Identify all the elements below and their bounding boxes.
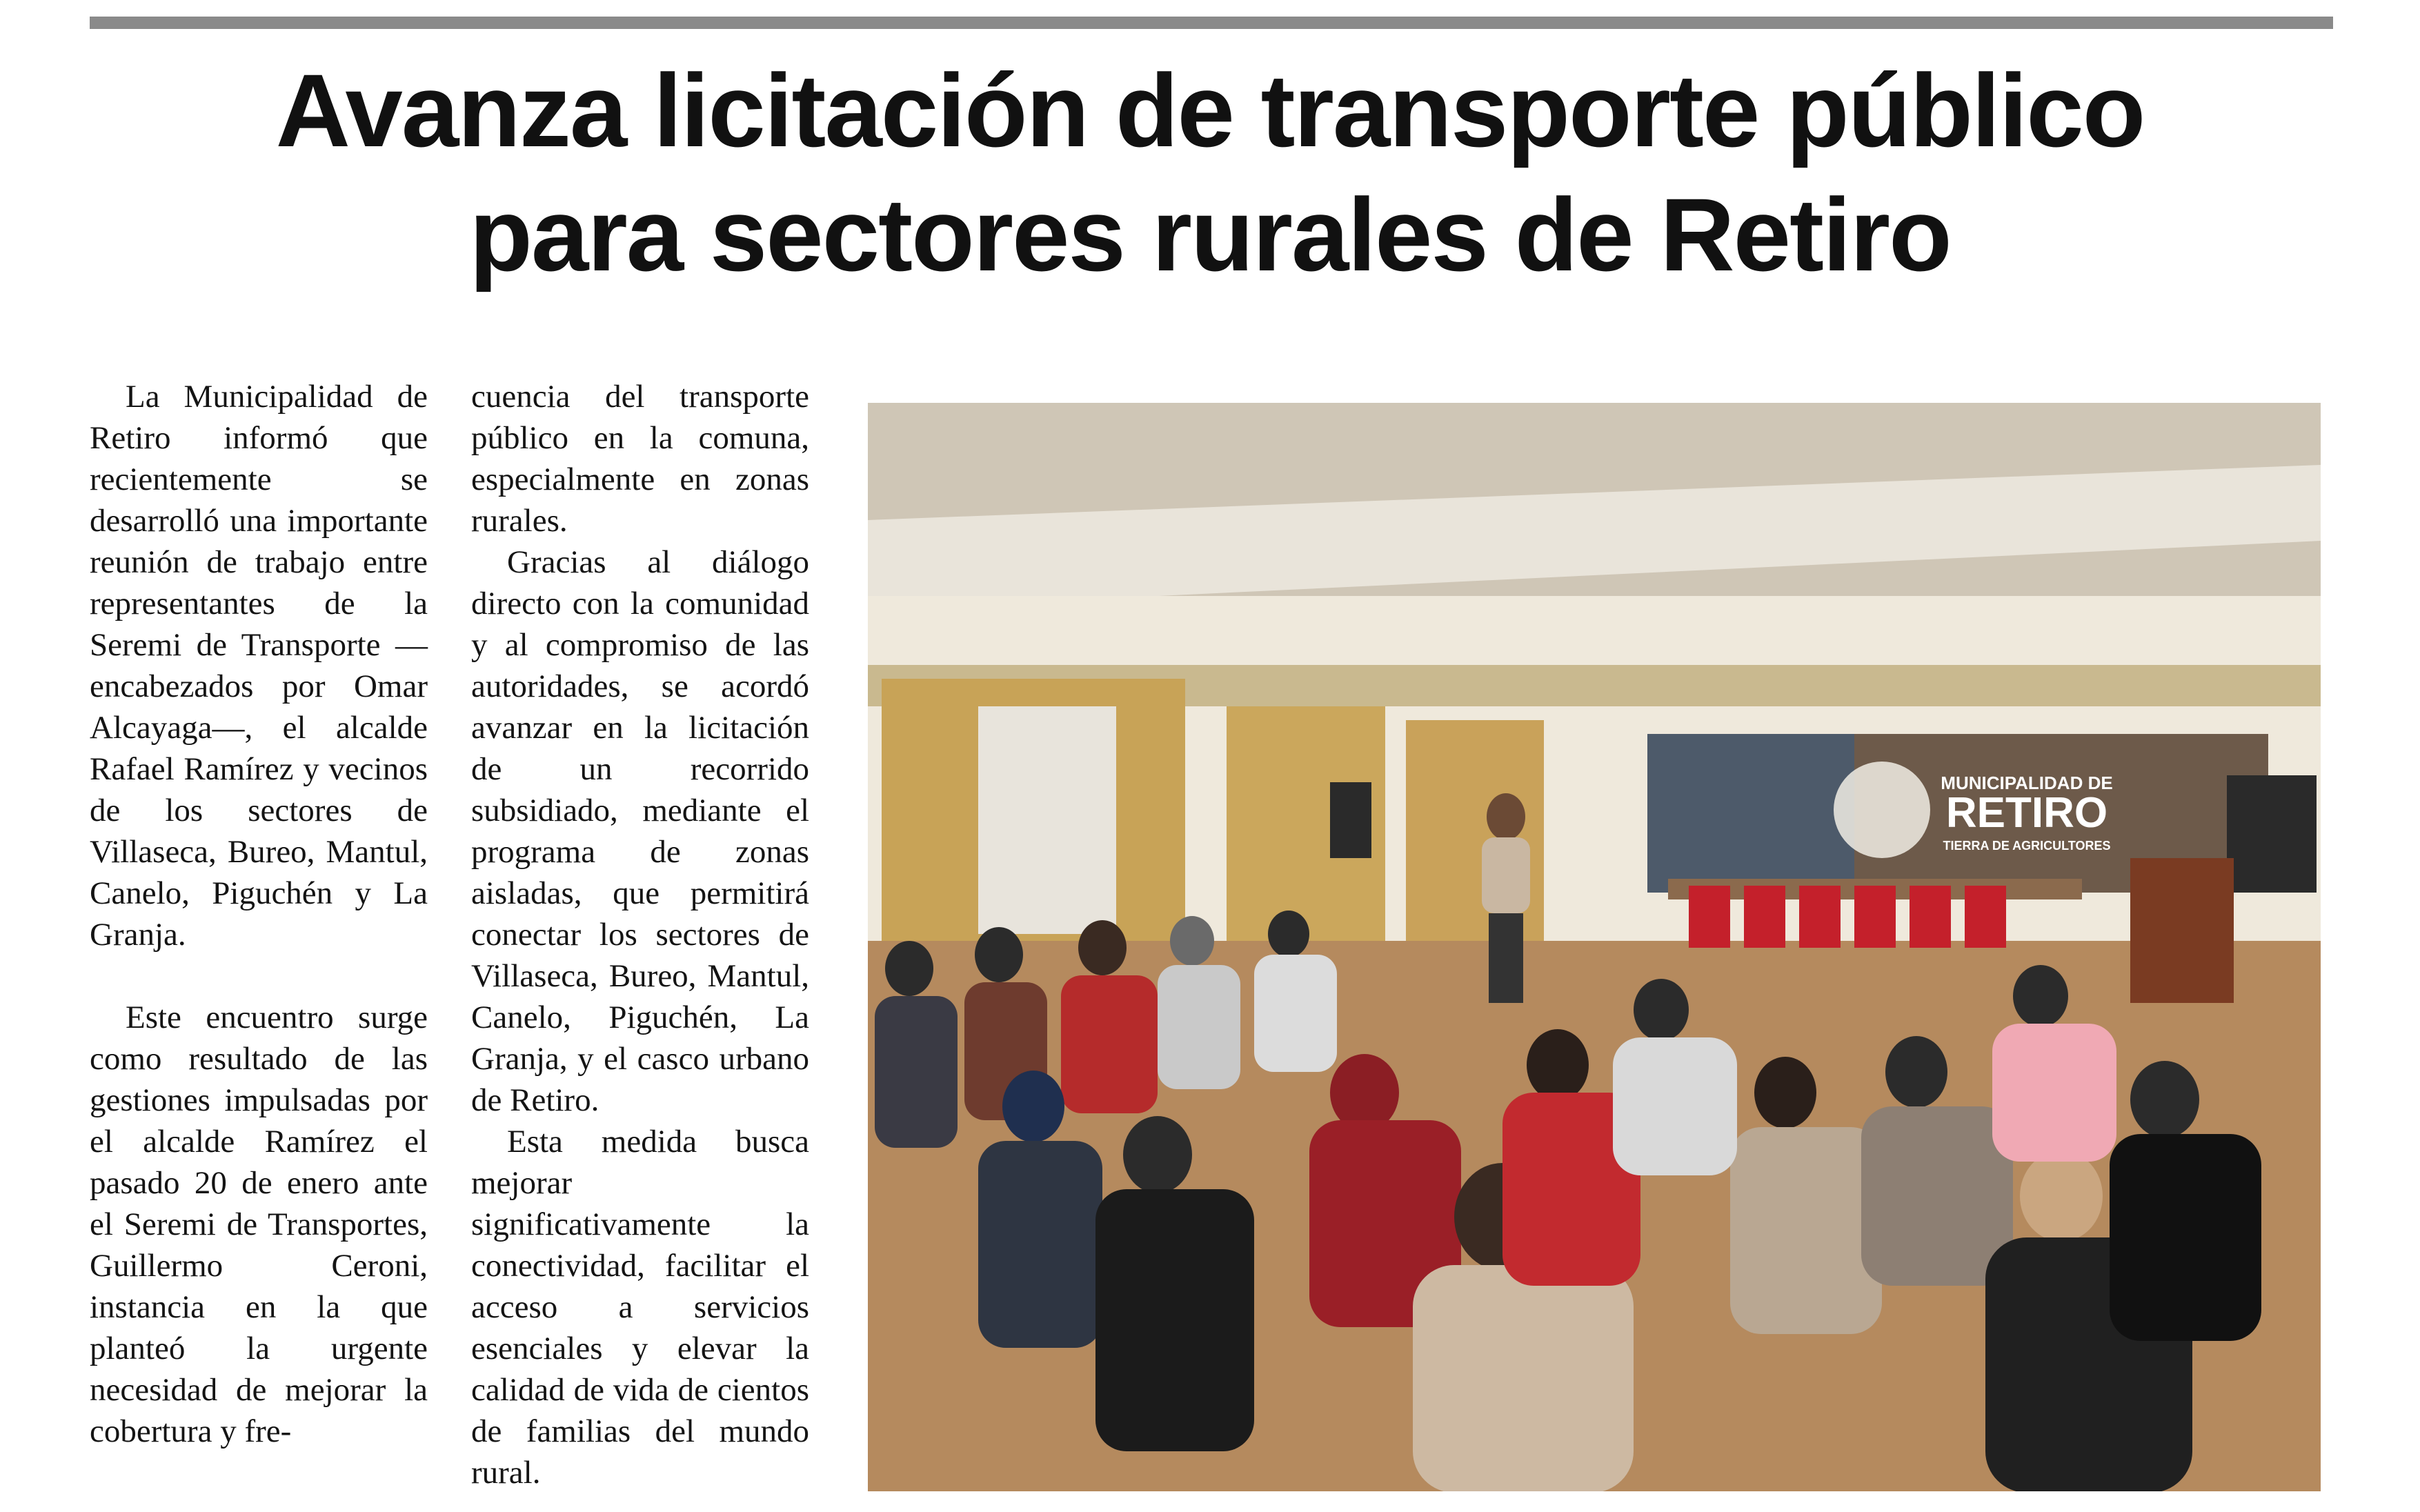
headline-line-2: para sectores rurales de Retiro <box>469 177 1951 292</box>
paragraph: La Municipalidad de Retiro informó que recientemente se desarrolló una importante reunión de trabajo entre representantes de la Seremi de Transporte —encabezados por Omar Alcayaga—, el alcalde Rafael Ramírez y vecinos de los sectores de Villaseca, Bureo, Mantul, Canelo, Piguchén y La Granja. <box>90 379 428 953</box>
paragraph: Esta medida busca mejorar significativamente la conectividad, facilitar el acceso a servicios esenciales y elevar la calidad de vida de cientos de familias del mundo rural. <box>471 1124 809 1491</box>
banner-text-2: RETIRO <box>1945 789 2108 837</box>
meeting-photo-illustration <box>868 403 2321 1491</box>
article-column-1 <box>90 376 428 1452</box>
top-rule <box>90 17 2333 29</box>
article-photo <box>868 403 2321 1491</box>
banner-text-1: MUNICIPALIDAD DE <box>1941 773 2113 793</box>
banner-text-3: TIERRA DE AGRICULTORES <box>1943 839 2111 853</box>
headline-line-1: Avanza licitación de transporte público <box>275 52 2145 168</box>
paragraph: Este encuentro surge como resultado de las gestiones impulsadas por el alcalde Ramírez el pasado 20 de enero ante el Seremi de Transportes, Guillermo Ceroni, instancia en la que planteó la urgente necesidad de mejorar la cobertura y fre- <box>90 999 428 1449</box>
paragraph: cuencia del transporte público en la comuna, especialmente en zonas rurales. <box>471 379 809 539</box>
paragraph: Gracias al diálogo directo con la comunidad y al compromiso de las autoridades, se acordó avanzar en la licitación de un recorrido subsidiado, mediante el programa de zonas aisladas, que permitirá conectar los sectores de Villaseca, Bureo, Mantul, Canelo, Piguchén, La Granja, y el casco urbano de Retiro. <box>471 544 809 1118</box>
article-column-2 <box>471 376 809 1493</box>
headline <box>0 48 2420 297</box>
